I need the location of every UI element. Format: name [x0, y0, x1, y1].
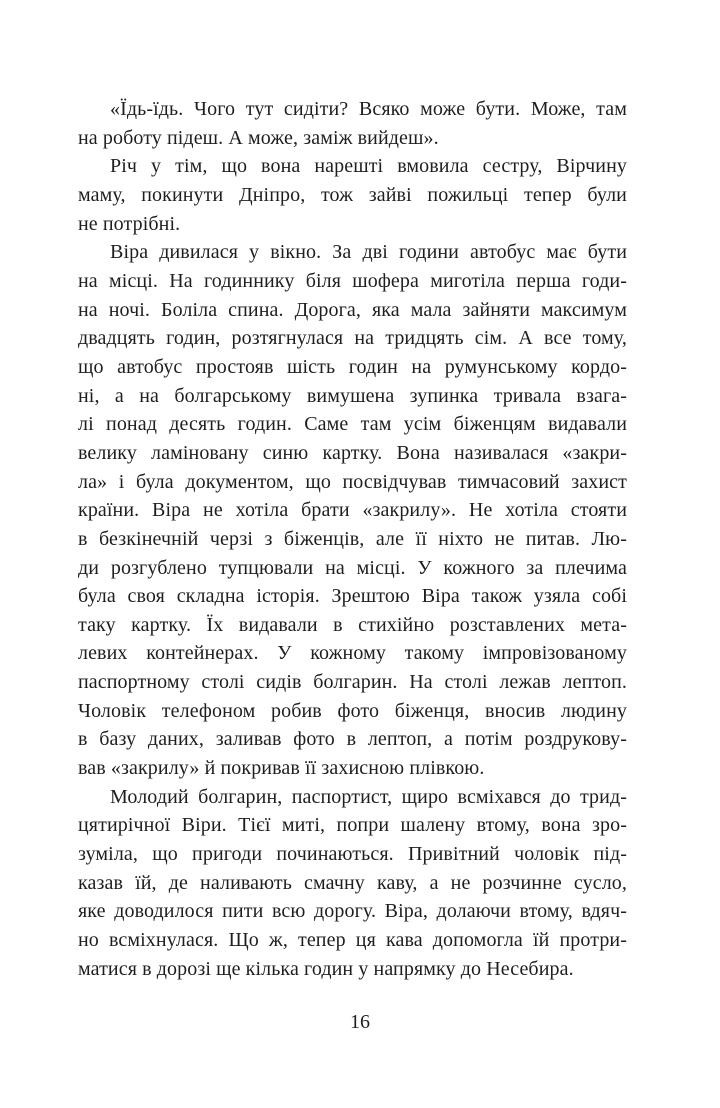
text-line: вав «закрилу» й покривав її захисною плівкою.	[78, 757, 485, 780]
text-line: Віра дивилася у вікно. За дві години автобус має бути	[110, 241, 627, 264]
text-line: Молодий болгарин, паспортист, щиро всміхався до трид-	[110, 785, 627, 808]
paragraph	[78, 238, 627, 782]
paragraph	[78, 783, 627, 984]
text-line: в безкінечній черзі з біженців, але її ніхто не питав. Лю-	[78, 527, 627, 550]
text-line: яке доводилося пити всю дорогу. Віра, долаючи втому, вдяч-	[78, 900, 627, 923]
text-line: зуміла, що пригоди починаються. Привітний чоловік під-	[78, 843, 627, 866]
text-line: ди розгублено тупцювали на місці. У кожного за плечима	[78, 556, 627, 579]
text-line: на роботу підеш. А може, заміж вийдеш».	[78, 126, 439, 149]
text-line: була своя складна історія. Зрештою Віра також узяла собі	[78, 585, 627, 608]
text-line: ні, а на болгарському вимушена зупинка тривала взага-	[78, 384, 627, 407]
text-block	[78, 95, 627, 983]
text-line: двадцять годин, розтягнулася на тридцять сім. А все тому,	[78, 327, 627, 350]
text-line: но всміхнулася. Що ж, тепер ця кава допомогла їй протри-	[78, 929, 627, 952]
paragraph	[78, 95, 627, 152]
text-line: левих контейнерах. У кожному такому імпровізованому	[78, 642, 627, 665]
text-line: Чоловік телефоном робив фото біженця, вносив людину	[78, 699, 627, 722]
text-line: «Їдь-їдь. Чого тут сидіти? Всяко може бути. Може, там	[110, 98, 627, 120]
text-line: паспортному столі сидів болгарин. На столі лежав лептоп.	[78, 671, 627, 694]
text-line: казав їй, де наливають смачну каву, а не розчинне сусло,	[78, 871, 627, 894]
text-line: таку картку. Їх видавали в стихійно розставлених мета-	[78, 613, 627, 636]
text-line: на місці. На годиннику біля шофера миготіла перша годи-	[78, 269, 627, 292]
text-line: Річ у тім, що вона нарешті вмовила сестру, Вірчину	[110, 155, 627, 178]
text-line: матися в дорозі ще кілька годин у напрямку до Несебира.	[78, 957, 574, 980]
text-line: ла» і була документом, що посвідчував тимчасовий захист	[78, 470, 627, 493]
text-line: що автобус простояв шість годин на румунському кордо-	[78, 355, 627, 378]
text-line: в базу даних, заливав фото в лептоп, а потім роздрукову-	[78, 728, 627, 751]
paragraph	[78, 152, 627, 238]
text-line: велику ламіновану синю картку. Вона називалася «закри-	[78, 441, 627, 464]
page-number: 16	[350, 1011, 370, 1033]
text-line: країни. Віра не хотіла брати «закрилу». Не хотіла стояти	[78, 499, 627, 522]
text-line: цятирічної Віри. Тієї миті, попри шалену втому, вона зро-	[78, 814, 627, 837]
text-line: лі понад десять годин. Саме там усім біженцям видавали	[78, 413, 627, 436]
text-line: не потрібні.	[78, 212, 181, 235]
text-line: маму, покинути Дніпро, тож зайві пожильці тепер були	[78, 183, 627, 206]
text-line: на ночі. Боліла спина. Дорога, яка мала зайняти максимум	[78, 298, 627, 321]
